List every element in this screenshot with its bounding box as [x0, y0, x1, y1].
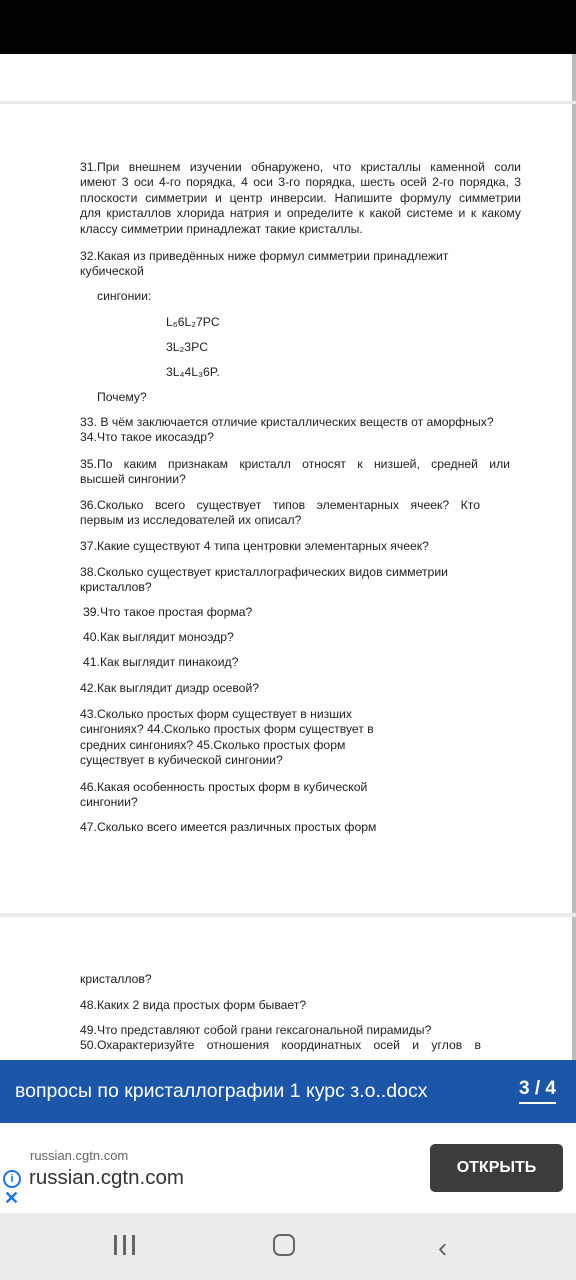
info-icon[interactable]: i: [3, 1170, 21, 1188]
text-line: 50.Охарактеризуйте отношения координатных осей и углов в: [80, 1038, 481, 1052]
formula-line: 3L₂3PC: [166, 340, 208, 354]
text-line: высшей сингонии?: [80, 472, 186, 486]
document-text: [0, 104, 572, 913]
document-text: [0, 917, 572, 1060]
text-line: 46.Какая особенность простых форм в кубической: [80, 780, 368, 794]
close-icon[interactable]: ✕: [4, 1188, 20, 1208]
home-icon[interactable]: [273, 1234, 295, 1256]
document-filename: вопросы по кристаллографии 1 курс з.о..docx: [15, 1080, 428, 1102]
text-line: 32.Какая из приведённых ниже формул симметрии принадлежит: [80, 249, 449, 263]
text-line: существует в кубической сингонии?: [80, 753, 283, 767]
text-line: имеют 3 оси 4-го порядка, 4 оси 3-го порядка, шесть осей 2-го порядка, 3: [80, 175, 521, 189]
status-bar: [0, 0, 576, 54]
document-page-previous: [0, 54, 572, 101]
text-line: 36.Сколько всего существует типов элементарных ячеек? Кто: [80, 498, 480, 512]
text-line: 41.Как выглядит пинакоид?: [83, 655, 239, 669]
text-line: первым из исследователей их описал?: [80, 513, 302, 527]
text-line: для кристаллов хлорида натрия и определите к какой системе и к какому: [80, 206, 521, 220]
text-line: 39.Что такое простая форма?: [83, 605, 253, 619]
text-line: 38.Сколько существует кристаллографических видов симметрии: [80, 565, 448, 579]
text-line: 48.Каких 2 вида простых форм бывает?: [80, 998, 307, 1012]
text-line: классу симметрии принадлежат такие кристаллы.: [80, 222, 363, 236]
text-line: кубической: [80, 264, 144, 278]
recent-apps-icon[interactable]: [114, 1235, 136, 1255]
document-title-bar: [0, 1060, 576, 1123]
text-line: Почему?: [97, 390, 147, 404]
text-line: плоскости симметрии и центр инверсии. Напишите формулу симметрии: [80, 191, 521, 205]
text-line: средних сингониях? 45.Сколько простых форм: [80, 738, 346, 752]
text-line: 37.Какие существуют 4 типа центровки элементарных ячеек?: [80, 539, 429, 553]
text-line: 31.При внешнем изучении обнаружено, что кристаллы каменной соли: [80, 160, 521, 174]
text-line: 43.Сколько простых форм существует в низших: [80, 707, 352, 721]
formula-line: L₆6L₂7PC: [166, 315, 220, 329]
ad-domain-small: russian.cgtn.com: [30, 1148, 129, 1163]
formula-line: 3L₄4L₃6P.: [166, 365, 220, 379]
text-line: 49.Что представляют собой грани гексагональной пирамиды?: [80, 1023, 432, 1037]
back-icon[interactable]: ‹: [438, 1232, 448, 1263]
scrollbar[interactable]: [572, 54, 576, 101]
text-line: 47.Сколько всего имеется различных простых форм: [80, 820, 377, 834]
text-line: сингонии:: [97, 289, 152, 303]
scrollbar[interactable]: [572, 917, 576, 1060]
document-page-current: [0, 104, 572, 913]
text-line: сингонии?: [80, 795, 138, 809]
page-indicator[interactable]: 3 / 4: [519, 1078, 556, 1104]
text-line: кристаллов?: [80, 972, 152, 986]
ad-banner[interactable]: [0, 1123, 576, 1213]
text-line: 42.Как выглядит диэдр осевой?: [80, 681, 260, 695]
text-line: 40.Как выглядит моноэдр?: [83, 630, 234, 644]
document-page-next: [0, 917, 572, 1060]
scrollbar[interactable]: [572, 104, 576, 913]
text-line: сингониях? 44.Сколько простых форм существует в: [80, 722, 374, 736]
text-line: 35.По каким признакам кристалл относят к низшей, средней или: [80, 457, 510, 471]
navigation-bar: [0, 1213, 576, 1280]
text-line: кристаллов?: [80, 580, 152, 594]
open-button[interactable]: ОТКРЫТЬ: [430, 1144, 563, 1192]
text-line: 33. В чём заключается отличие кристаллических веществ от аморфных?: [80, 415, 494, 429]
text-line: 34.Что такое икосаэдр?: [80, 430, 214, 444]
ad-domain-title[interactable]: russian.cgtn.com: [29, 1166, 184, 1189]
